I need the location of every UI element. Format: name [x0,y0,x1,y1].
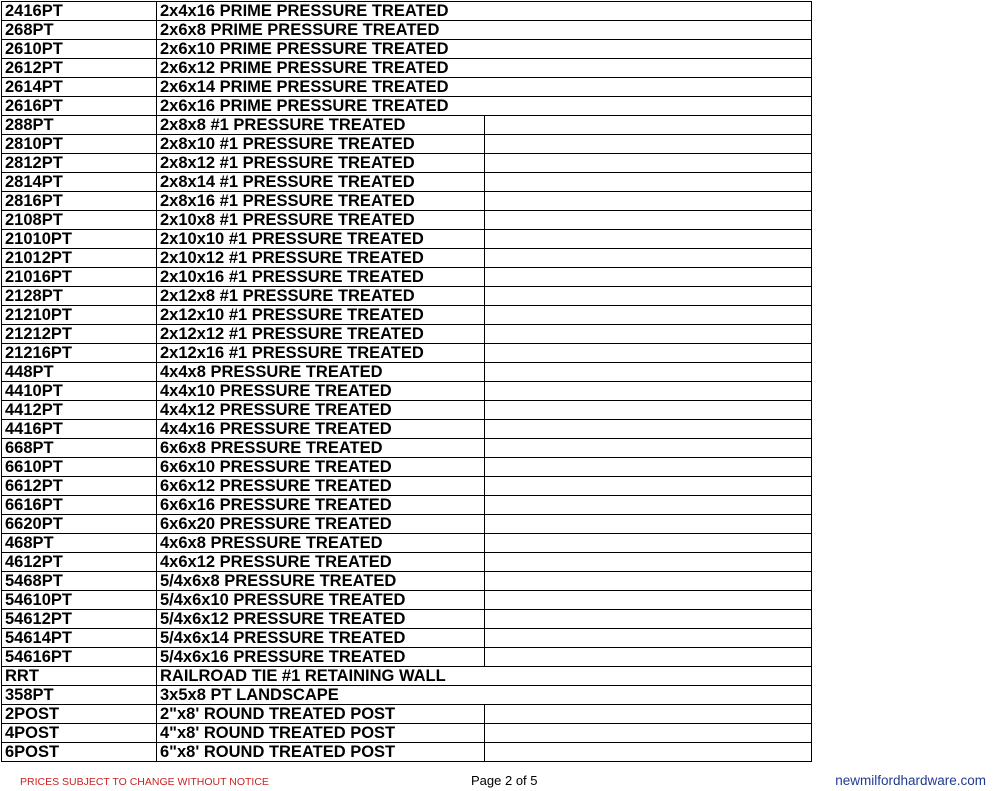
table-row [2,21,812,40]
item-description: 4x4x12 PRESSURE TREATED [157,401,485,420]
item-code: 2614PT [2,78,157,97]
item-description: 4x4x10 PRESSURE TREATED [157,382,485,401]
item-code: 54616PT [2,648,157,667]
table-row [2,325,812,344]
table-row [2,97,812,116]
empty-cell [484,515,812,534]
item-code: 2416PT [2,2,157,21]
item-code: 448PT [2,363,157,382]
table-row [2,553,812,572]
item-description: 6"x8' ROUND TREATED POST [157,743,485,762]
empty-cell [484,230,812,249]
table-row [2,211,812,230]
item-description: 2x8x14 #1 PRESSURE TREATED [157,173,485,192]
item-description: 2x6x10 PRIME PRESSURE TREATED [157,40,812,59]
empty-cell [484,287,812,306]
item-description: 5/4x6x16 PRESSURE TREATED [157,648,485,667]
table-row [2,420,812,439]
item-description: 2x6x12 PRIME PRESSURE TREATED [157,59,812,78]
item-description: 2x10x16 #1 PRESSURE TREATED [157,268,485,287]
empty-cell [484,439,812,458]
item-description: 2"x8' ROUND TREATED POST [157,705,485,724]
item-description: 6x6x20 PRESSURE TREATED [157,515,485,534]
table-row [2,591,812,610]
table-row [2,2,812,21]
item-code: 2810PT [2,135,157,154]
item-description: 6x6x8 PRESSURE TREATED [157,439,485,458]
item-code: 21012PT [2,249,157,268]
table-row [2,629,812,648]
item-description: 5/4x6x12 PRESSURE TREATED [157,610,485,629]
table-row [2,458,812,477]
table-row [2,534,812,553]
empty-cell [484,154,812,173]
item-description: 4x4x8 PRESSURE TREATED [157,363,485,382]
item-description: 2x10x8 #1 PRESSURE TREATED [157,211,485,230]
item-description: 2x10x12 #1 PRESSURE TREATED [157,249,485,268]
item-description: 2x6x8 PRIME PRESSURE TREATED [157,21,812,40]
item-description: 2x8x8 #1 PRESSURE TREATED [157,116,485,135]
item-code: 2610PT [2,40,157,59]
empty-cell [484,306,812,325]
empty-cell [484,211,812,230]
empty-cell [484,458,812,477]
empty-cell [484,401,812,420]
empty-cell [484,192,812,211]
table-row [2,363,812,382]
table-row [2,59,812,78]
page-number: Page 2 of 5 [471,773,538,788]
table-row [2,78,812,97]
empty-cell [484,591,812,610]
item-description: 4"x8' ROUND TREATED POST [157,724,485,743]
table-row [2,686,812,705]
item-code: RRT [2,667,157,686]
item-code: 54614PT [2,629,157,648]
table-row [2,705,812,724]
item-code: 4410PT [2,382,157,401]
empty-cell [484,249,812,268]
item-description: 5/4x6x14 PRESSURE TREATED [157,629,485,648]
empty-cell [484,610,812,629]
item-code: 6616PT [2,496,157,515]
empty-cell [484,496,812,515]
table-row [2,496,812,515]
empty-cell [484,724,812,743]
table-row [2,724,812,743]
item-code: 4416PT [2,420,157,439]
empty-cell [484,325,812,344]
item-code: 2612PT [2,59,157,78]
item-code: 6620PT [2,515,157,534]
item-code: 6612PT [2,477,157,496]
item-code: 468PT [2,534,157,553]
item-code: 268PT [2,21,157,40]
empty-cell [484,344,812,363]
item-code: 21216PT [2,344,157,363]
item-code: 54610PT [2,591,157,610]
price-table-body [2,2,812,762]
empty-cell [484,648,812,667]
table-row [2,610,812,629]
item-code: 21016PT [2,268,157,287]
table-row [2,249,812,268]
table-row [2,344,812,363]
table-row [2,135,812,154]
empty-cell [484,743,812,762]
item-description: 5/4x6x8 PRESSURE TREATED [157,572,485,591]
item-code: 4612PT [2,553,157,572]
table-row [2,515,812,534]
empty-cell [484,477,812,496]
table-row [2,287,812,306]
website-link[interactable]: newmilfordhardware.com [835,773,986,788]
empty-cell [484,116,812,135]
item-description: 2x12x16 #1 PRESSURE TREATED [157,344,485,363]
item-description: 2x10x10 #1 PRESSURE TREATED [157,230,485,249]
item-code: 2816PT [2,192,157,211]
item-description: 2x8x12 #1 PRESSURE TREATED [157,154,485,173]
empty-cell [484,572,812,591]
empty-cell [484,534,812,553]
item-code: 5468PT [2,572,157,591]
item-code: 54612PT [2,610,157,629]
item-description: 4x6x8 PRESSURE TREATED [157,534,485,553]
table-row [2,306,812,325]
table-row [2,382,812,401]
item-code: 668PT [2,439,157,458]
item-description: 2x8x16 #1 PRESSURE TREATED [157,192,485,211]
item-code: 21010PT [2,230,157,249]
item-code: 21210PT [2,306,157,325]
item-description: 2x6x14 PRIME PRESSURE TREATED [157,78,812,97]
empty-cell [484,420,812,439]
table-row [2,230,812,249]
item-description: 2x12x8 #1 PRESSURE TREATED [157,287,485,306]
table-row [2,40,812,59]
item-code: 6610PT [2,458,157,477]
empty-cell [484,553,812,572]
table-row [2,154,812,173]
item-description: 6x6x10 PRESSURE TREATED [157,458,485,477]
table-row [2,268,812,287]
item-code: 4412PT [2,401,157,420]
item-code: 21212PT [2,325,157,344]
empty-cell [484,382,812,401]
item-description: RAILROAD TIE #1 RETAINING WALL [157,667,812,686]
table-row [2,477,812,496]
item-description: 5/4x6x10 PRESSURE TREATED [157,591,485,610]
item-description: 6x6x16 PRESSURE TREATED [157,496,485,515]
item-code: 2128PT [2,287,157,306]
item-code: 2POST [2,705,157,724]
empty-cell [484,173,812,192]
item-code: 358PT [2,686,157,705]
table-row [2,192,812,211]
table-row [2,648,812,667]
empty-cell [484,363,812,382]
item-code: 2108PT [2,211,157,230]
price-notice: PRICES SUBJECT TO CHANGE WITHOUT NOTICE [20,776,269,788]
item-code: 6POST [2,743,157,762]
item-description: 2x12x10 #1 PRESSURE TREATED [157,306,485,325]
table-row [2,116,812,135]
empty-cell [484,705,812,724]
item-code: 4POST [2,724,157,743]
item-description: 4x6x12 PRESSURE TREATED [157,553,485,572]
item-code: 2812PT [2,154,157,173]
item-description: 2x4x16 PRIME PRESSURE TREATED [157,2,812,21]
item-description: 2x6x16 PRIME PRESSURE TREATED [157,97,812,116]
table-row [2,401,812,420]
item-description: 2x12x12 #1 PRESSURE TREATED [157,325,485,344]
table-row [2,173,812,192]
table-row [2,572,812,591]
item-description: 6x6x12 PRESSURE TREATED [157,477,485,496]
item-description: 2x8x10 #1 PRESSURE TREATED [157,135,485,154]
price-table [1,1,812,762]
empty-cell [484,135,812,154]
table-row [2,743,812,762]
table-row [2,439,812,458]
item-description: 4x4x16 PRESSURE TREATED [157,420,485,439]
table-row [2,667,812,686]
item-code: 2616PT [2,97,157,116]
item-description: 3x5x8 PT LANDSCAPE [157,686,812,705]
empty-cell [484,629,812,648]
empty-cell [484,268,812,287]
item-code: 2814PT [2,173,157,192]
item-code: 288PT [2,116,157,135]
